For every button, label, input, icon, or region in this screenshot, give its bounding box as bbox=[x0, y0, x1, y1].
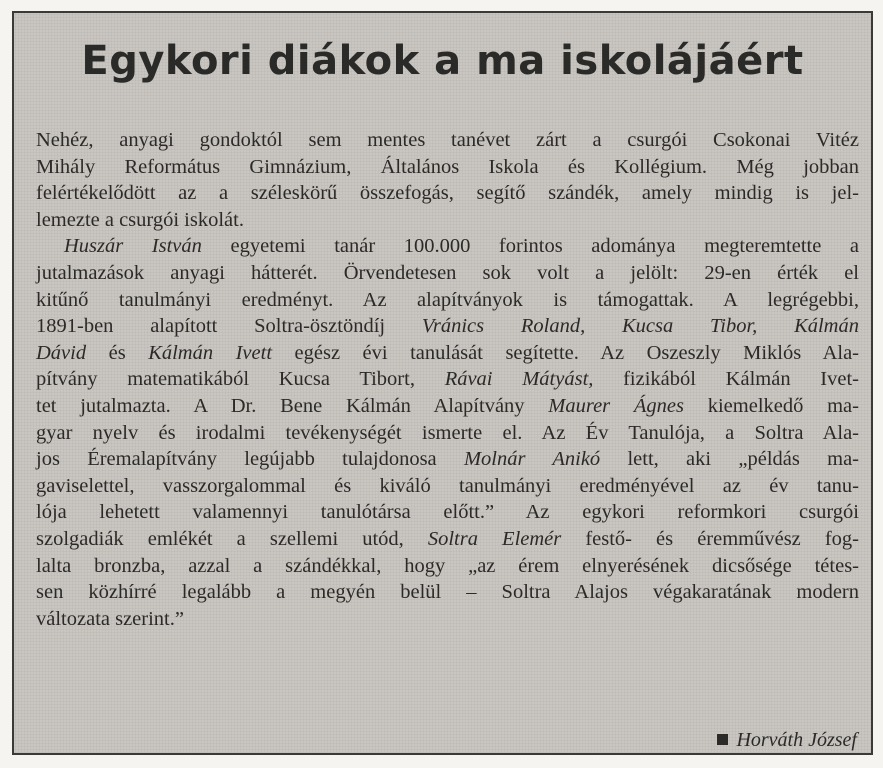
article-title: Egykori diákok a ma iskolájáért bbox=[81, 38, 804, 84]
text-line: jutalmazások anyagi hátterét. Örvendetesen sok volt a jelölt: 29-en érték el bbox=[36, 261, 859, 284]
text-run: kiemelkedő ma- bbox=[684, 394, 859, 417]
text-line bbox=[36, 446, 859, 473]
text-line: gyar nyelv és irodalmi tevékenységét ismerte el. Az Év Tanulója, a Soltra Ala- bbox=[36, 421, 859, 444]
text-line: lója lehetett valamennyi tanulótársa előtt.” Az egykori reformkori csurgói bbox=[36, 501, 859, 524]
text-line: Mihály Református Gimnázium, Általános Iskola és Kollégium. Még jobban bbox=[36, 155, 859, 178]
author-signature bbox=[717, 729, 857, 752]
text-run: fizikából Kálmán Ivet- bbox=[593, 368, 859, 391]
text-run bbox=[757, 315, 794, 337]
text-run: 1891-ben alapított Soltra-ösztöndíj bbox=[36, 315, 422, 338]
text-run: egyetemi tanár 100.000 forintos adománya megteremtette a bbox=[201, 235, 859, 258]
text-line: felértékelődött az a széleskörű összefogás, segítő szándék, amely mindig is jel- bbox=[36, 182, 859, 205]
text-line bbox=[36, 393, 859, 420]
person-name: Molnár Anikó bbox=[463, 448, 601, 471]
text-line: változata szerint.” bbox=[36, 607, 184, 630]
person-name: Huszár István bbox=[64, 235, 202, 258]
person-name: Kálmán bbox=[794, 315, 859, 338]
text-run bbox=[585, 315, 622, 337]
text-line bbox=[36, 340, 859, 367]
author-name: Horváth József bbox=[736, 729, 857, 751]
text-line bbox=[36, 366, 859, 393]
article-body bbox=[36, 127, 859, 632]
text-line: gaviselettel, vasszorgalommal és kiváló tanulmányi eredményével az év tanu- bbox=[36, 474, 859, 497]
square-bullet-icon bbox=[717, 734, 728, 745]
person-name: Rávai Mátyást, bbox=[444, 368, 594, 391]
article-box bbox=[12, 11, 873, 755]
text-line: sen közhírré legalább a megyén belül – Soltra Alajos végakaratának modern bbox=[36, 581, 859, 604]
person-name: Vránics Roland, bbox=[421, 315, 586, 338]
text-line bbox=[36, 233, 859, 260]
person-name: Soltra Elemér bbox=[427, 527, 562, 550]
text-run: tet jutalmazta. A Dr. Bene Kálmán Alapítvány bbox=[36, 394, 549, 417]
person-name: Kucsa Tibor, bbox=[621, 315, 758, 338]
text-run: pítvány matematikából Kucsa Tibort, bbox=[36, 368, 445, 391]
text-line bbox=[36, 526, 859, 553]
person-name: Dávid bbox=[36, 341, 87, 364]
text-run: szolgadiák emlékét a szellemi utód, bbox=[36, 527, 428, 550]
text-run: lett, aki „példás ma- bbox=[600, 448, 859, 471]
person-name: Kálmán Ivett bbox=[148, 341, 273, 364]
text-run: jos Éremalapítvány legújabb tulajdonosa bbox=[36, 448, 464, 471]
text-run: egész évi tanulását segítette. Az Oszeszly Miklós Ala- bbox=[272, 341, 860, 364]
person-name: Maurer Ágnes bbox=[548, 394, 684, 417]
text-line bbox=[36, 313, 859, 340]
text-run: festő- és éremművész fog- bbox=[561, 527, 860, 550]
text-line: lemezte a csurgói iskolát. bbox=[36, 208, 244, 231]
text-line: Nehéz, anyagi gondoktól sem mentes tanévet zárt a csurgói Csokonai Vitéz bbox=[36, 129, 859, 151]
text-line: kitűnő tanulmányi eredményt. Az alapítványok is támogattak. A legrégebbi, bbox=[36, 288, 859, 311]
text-line: lalta bronzba, azzal a szándékkal, hogy „az érem elnyerésének dicsősége tétes- bbox=[36, 554, 859, 577]
text-run: és bbox=[86, 341, 149, 364]
